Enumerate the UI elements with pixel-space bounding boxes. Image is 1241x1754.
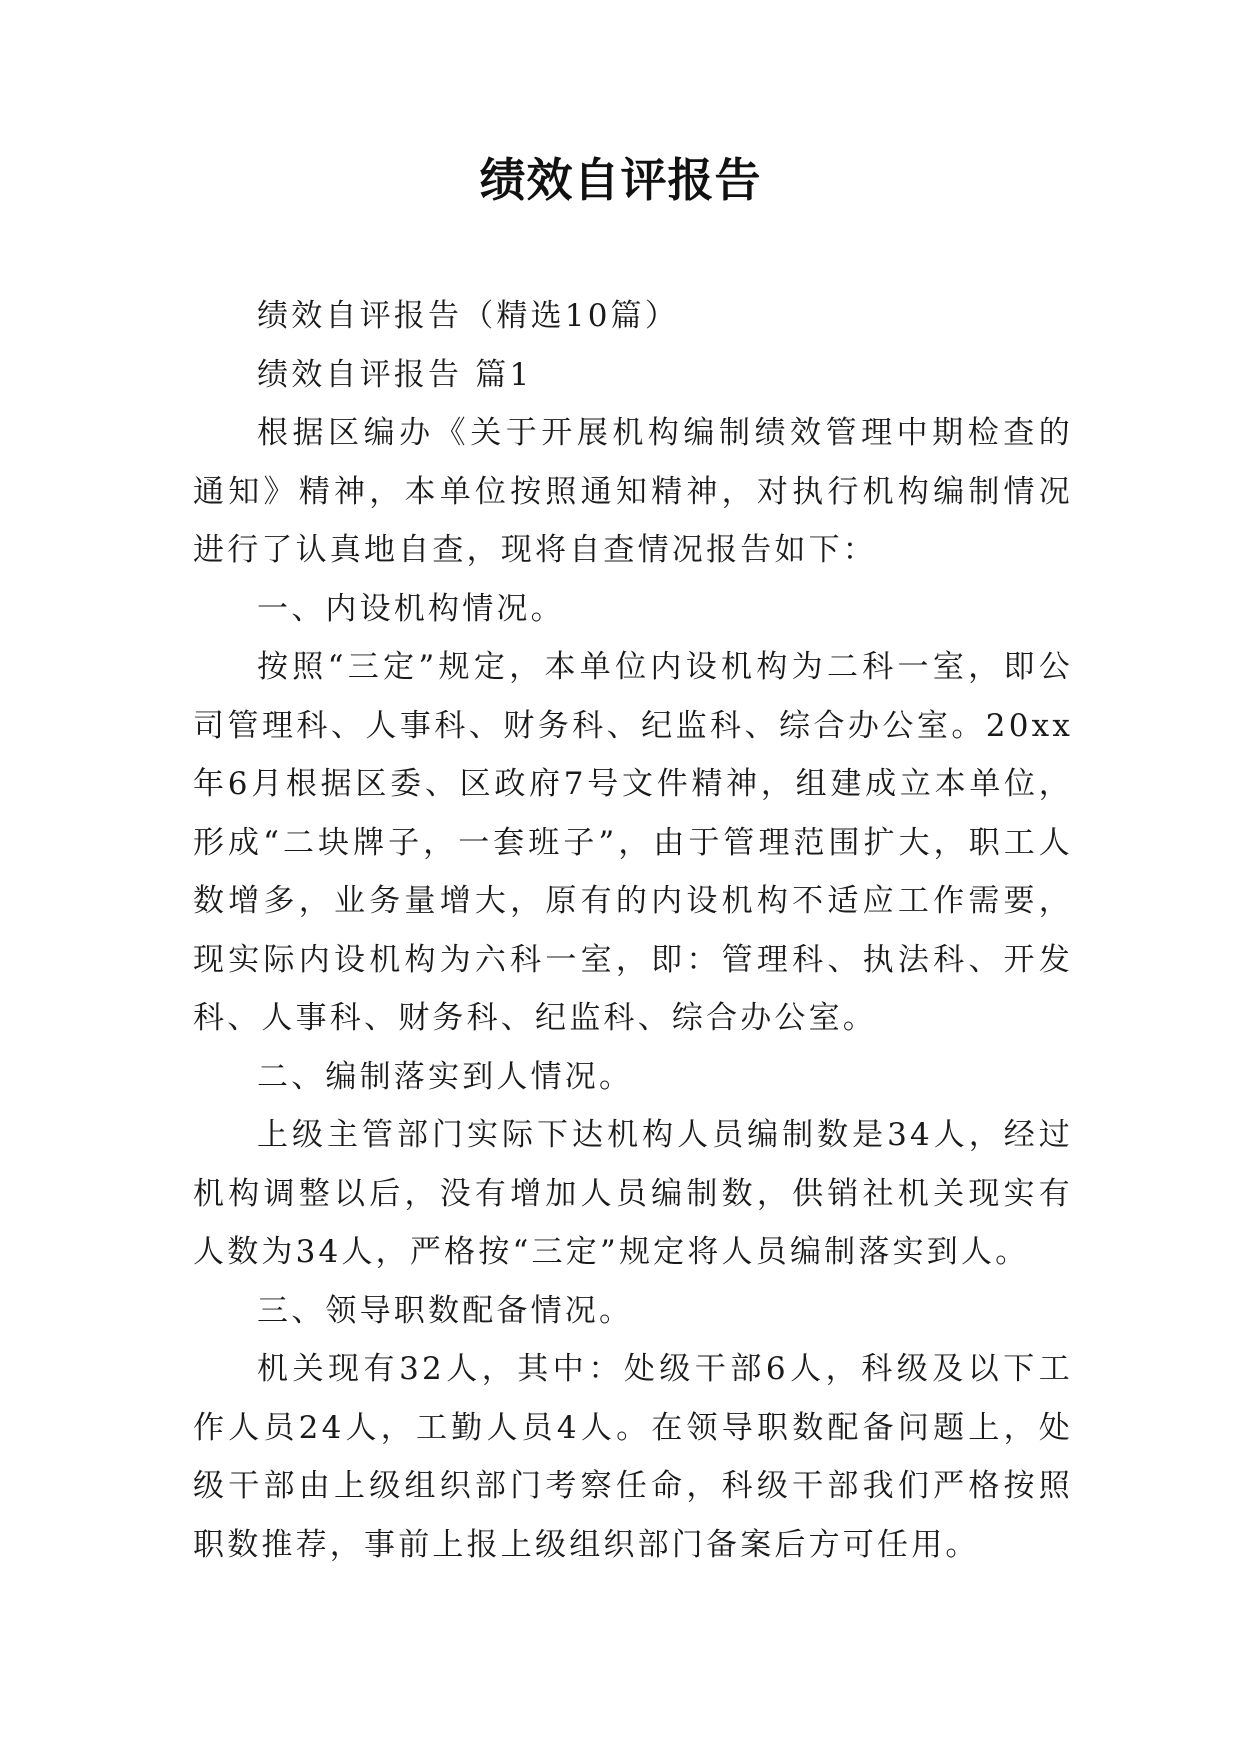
- paragraph-staffing: 上级主管部门实际下达机构人员编制数是34人，经过机构调整以后，没有增加人员编制数，供销社机关现实有人数为34人，严格按“三定”规定将人员编制落实到人。: [193, 1117, 1073, 1270]
- paragraph-intro: 根据区编办《关于开展机构编制绩效管理中期检查的通知》精神，本单位按照通知精神，对执行机构编制情况进行了认真地自查，现将自查情况报告如下：: [193, 415, 1073, 568]
- paragraph-heading-1: 一、内设机构情况。: [257, 590, 565, 627]
- paragraph-section-heading: 绩效自评报告 篇1: [257, 356, 533, 393]
- paragraph-heading-3: 三、领导职数配备情况。: [257, 1292, 634, 1329]
- paragraph-leadership: 机关现有32人，其中：处级干部6人，科级及以下工作人员24人，工勤人员4人。在领导职数配备问题上，处级干部由上级组织部门考察任命，科级干部我们严格按照职数推荐，事前上报上级组织部门备案后方可任用。: [193, 1351, 1073, 1563]
- document-body: [193, 287, 1073, 1574]
- paragraph-heading-2: 二、编制落实到人情况。: [257, 1058, 634, 1095]
- document-title: 绩效自评报告: [479, 153, 762, 207]
- paragraph-subtitle: 绩效自评报告（精选10篇）: [257, 298, 680, 334]
- paragraph-internal-structure: 按照“三定”规定，本单位内设机构为二科一室，即公司管理科、人事科、财务科、纪监科、综合办公室。20xx年6月根据区委、区政府7号文件精神，组建成立本单位，形成“二块牌子，一套班子”，由于管理范围扩大，职工人数增多，业务量增大，原有的内设机构不适应工作需要，现实际内设机构为六科一室，即：管理科、执法科、开发科、人事科、财务科、纪监科、综合办公室。: [193, 649, 1073, 1036]
